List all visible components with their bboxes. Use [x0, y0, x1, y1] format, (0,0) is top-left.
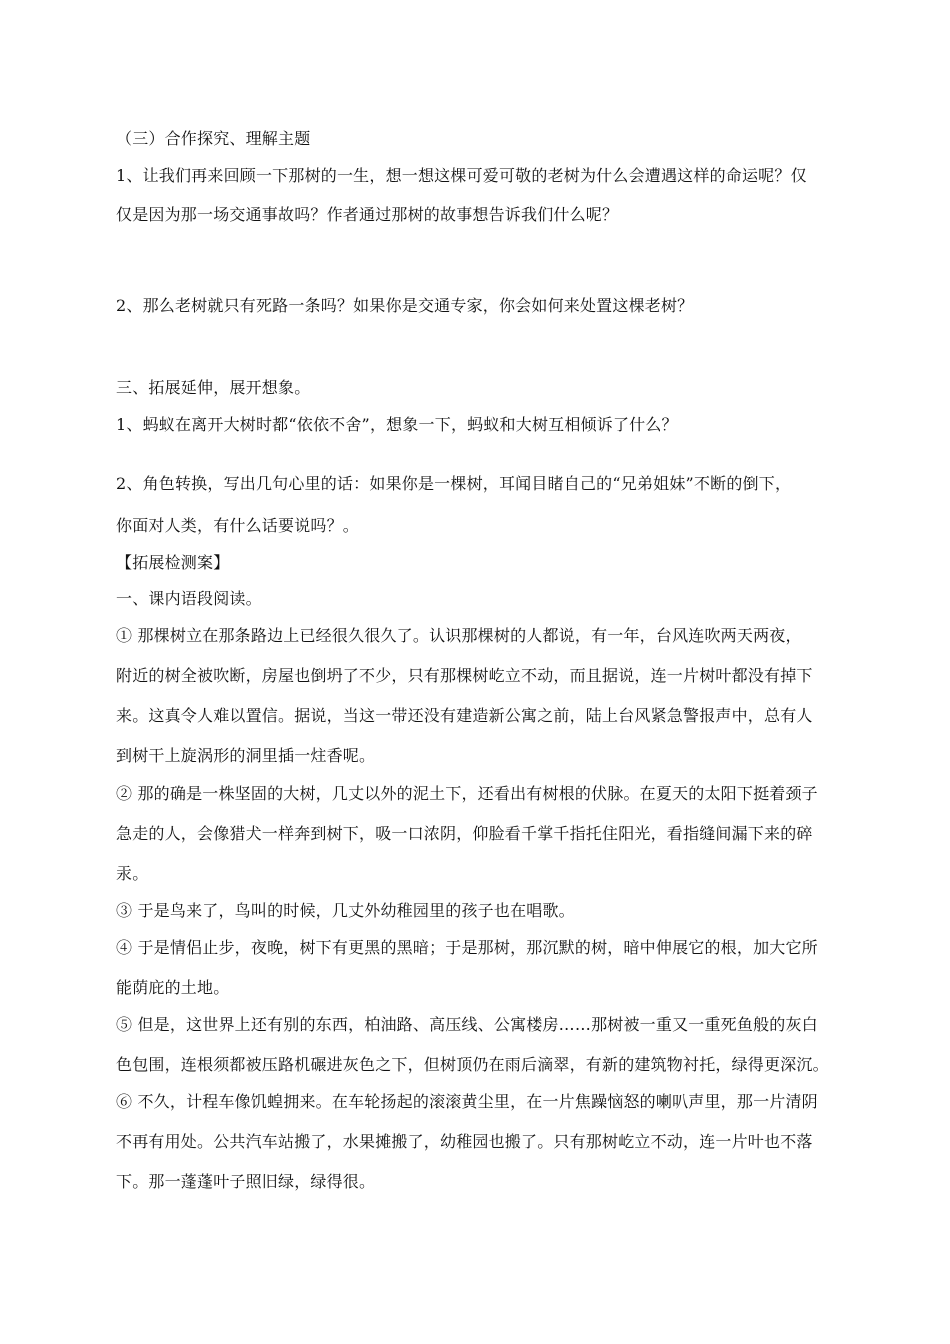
sub-heading-reading: 一、课内语段阅读。: [116, 589, 262, 608]
section-heading-cooperation: （三）合作探究、理解主题: [116, 129, 311, 148]
extension-question-2-line-2: 你面对人类，有什么话要说吗？。: [116, 516, 360, 535]
extension-question-1: 1、蚂蚁在离开大树时都“依依不舍”，想象一下，蚂蚁和大树互相倾诉了什么？: [116, 415, 678, 434]
paragraph-4-line-2: 能荫庇的土地。: [116, 978, 230, 997]
paragraph-6-line-1: ⑥ 不久，计程车像饥蝗拥来。在车轮扬起的滚滚黄尘里，在一片焦躁恼怒的喇叭声里，那一片清阴: [116, 1092, 818, 1111]
paragraph-6-line-3: 下。那一蓬蓬叶子照旧绿，绿得很。: [116, 1172, 376, 1191]
extension-question-2-line-1: 2、角色转换，写出几句心里的话：如果你是一棵树，耳闻目睹自己的“兄弟姐妹”不断的倒下，: [116, 474, 792, 493]
paragraph-3-line-1: ③ 于是鸟来了，鸟叫的时候，几丈外幼稚园里的孩子也在唱歌。: [116, 901, 575, 920]
paragraph-5-line-2: 色包围，连根须都被压路机碾进灰色之下，但树顶仍在雨后滴翠，有新的建筑物衬托，绿得更深沉。: [116, 1055, 829, 1074]
question-1-line-1: 1、让我们再来回顾一下那树的一生，想一想这棵可爱可敬的老树为什么会遭遇这样的命运呢？仅: [116, 166, 807, 185]
question-1-line-2: 仅是因为那一场交通事故吗？作者通过那树的故事想告诉我们什么呢？: [116, 205, 619, 224]
paragraph-1-line-1: ① 那棵树立在那条路边上已经很久很久了。认识那棵树的人都说，有一年，台风连吹两天两夜，: [116, 626, 802, 645]
paragraph-4-line-1: ④ 于是情侣止步，夜晚，树下有更黑的黑暗；于是那树，那沉默的树，暗中伸展它的根，加大它所: [116, 938, 818, 957]
section-heading-test: 【拓展检测案】: [116, 553, 230, 572]
question-2: 2、那么老树就只有死路一条吗？如果你是交通专家，你会如何来处置这棵老树？: [116, 296, 694, 315]
paragraph-1-line-2: 附近的树全被吹断，房屋也倒坍了不少，只有那棵树屹立不动，而且据说，连一片树叶都没有掉下: [116, 666, 813, 685]
paragraph-2-line-3: 汞。: [116, 864, 149, 883]
paragraph-6-line-2: 不再有用处。公共汽车站搬了，水果摊搬了，幼稚园也搬了。只有那树屹立不动，连一片叶也不落: [116, 1132, 813, 1151]
paragraph-1-line-3: 来。这真令人难以置信。据说，当这一带还没有建造新公寓之前，陆上台风紧急警报声中，总有人: [116, 706, 813, 725]
paragraph-5-line-1: ⑤ 但是，这世界上还有别的东西，柏油路、高压线、公寓楼房……那树被一重又一重死鱼般的灰白: [116, 1015, 818, 1034]
section-heading-extension: 三、拓展延伸，展开想象。: [116, 378, 311, 397]
paragraph-1-line-4: 到树干上旋涡形的洞里插一炷香呢。: [116, 746, 376, 765]
paragraph-2-line-1: ② 那的确是一株坚固的大树，几丈以外的泥土下，还看出有树根的伏脉。在夏天的太阳下挺着颈子: [116, 784, 818, 803]
paragraph-2-line-2: 急走的人，会像猎犬一样奔到树下，吸一口浓阴，仰脸看千掌千指托住阳光，看指缝间漏下来的碎: [116, 824, 813, 843]
